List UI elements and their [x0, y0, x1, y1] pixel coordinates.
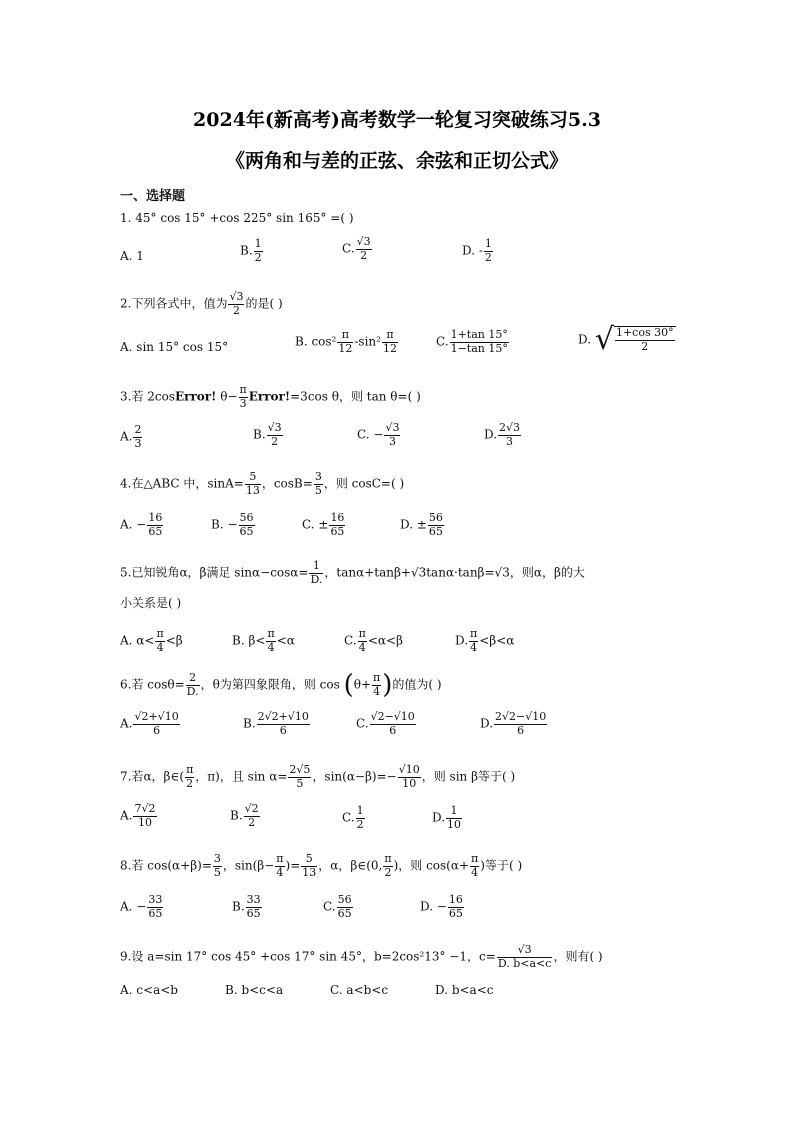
question-7: 7.若α，β∈( $\frac{\pi}{2}$ ，π)，且 sin α= $\frac{2√5}{5}$ ，sin(α−β)=− $\frac{√10}{10}$ ，则 sin β等于( ): [120, 763, 516, 790]
q9-option-c: C. a<b<c: [330, 983, 389, 997]
q3-option-b: B. $\frac{√3}{2}$: [253, 421, 282, 448]
q6-option-a: A. $\frac{√2+√10}{6}$: [120, 710, 179, 737]
q1-option-c: C. $\frac{√3}{2}$: [342, 235, 371, 262]
q3-option-d: D. $\frac{2√3}{3}$: [484, 421, 521, 448]
question-5: 5.已知锐角α，β满足 sinα−cosα= $\frac{1}{D.}$ ，tanα+tanβ+√3tanα·tanβ=√3，则α，β的大: [120, 559, 585, 586]
q1-option-d: D. - $\frac{1}{2}$: [462, 237, 492, 264]
q7-option-a: A. $\frac{7√2}{10}$: [120, 802, 156, 829]
title-line-1: 2024年(新高考)高考数学一轮复习突破练习5.3: [193, 109, 601, 131]
q2-option-a: A. sin 15° cos 15°: [120, 340, 229, 354]
q1-option-b: B. $\frac{1}{2}$: [240, 237, 262, 264]
question-8: 8.若 cos(α+β)= $\frac{3}{5}$ ，sin(β− $\frac{\pi}{4}$ )= $\frac{5}{13}$ ，α，β∈(0, $\frac{\pi}{2}$ )，则 cos(α+ $\frac{\pi}{4}$ )等于( ): [120, 852, 523, 879]
q8-option-b: B. $\frac{33}{65}$: [232, 893, 261, 920]
q8-option-d: D. − $\frac{16}{65}$: [420, 893, 463, 920]
q9-option-d: D. b<a<c: [435, 983, 494, 997]
question-4: 4.在△ABC 中，sinA= $\frac{5}{13}$ ，cosB= $\frac{3}{5}$ ，则 cosC=( ): [120, 470, 405, 497]
q4-option-c: C. ± $\frac{16}{65}$: [302, 511, 345, 538]
q6-option-d: D. $\frac{2√2-√10}{6}$: [480, 710, 547, 737]
q8-option-a: A. − $\frac{33}{65}$: [120, 893, 163, 920]
q9-option-b: B. b<c<a: [225, 983, 284, 997]
q4-option-a: A. − $\frac{16}{65}$: [120, 511, 163, 538]
q3-option-c: C. − $\frac{√3}{3}$: [357, 421, 400, 448]
q5-option-d: D. $\frac{\pi}{4}$ <β<α: [455, 627, 515, 654]
q6-option-c: C. $\frac{√2-√10}{6}$: [356, 710, 415, 737]
question-5-line-2: 小关系是( ): [120, 596, 182, 610]
q1-option-a: A. 1: [120, 249, 144, 263]
q2-option-d: D. √ $\frac{1+\cos 30^\circ}{2}$: [578, 322, 674, 357]
question-2: 2.下列各式中，值为 $\frac{√3}{2}$ 的是( ): [120, 290, 283, 317]
question-1: 1. 45° cos 15° +cos 225° sin 165° =( ): [120, 211, 354, 225]
q3-option-a: A. $\frac{2}{3}$: [120, 423, 142, 450]
q2-option-b: B. cos² $\frac{\pi}{12}$ -sin² $\frac{\pi}{12}$: [295, 328, 397, 355]
q8-option-c: C. $\frac{56}{65}$: [323, 893, 352, 920]
q5-option-c: C. $\frac{\pi}{4}$ <α<β: [344, 627, 403, 654]
q5-option-a: A. α< $\frac{\pi}{4}$ <β: [120, 627, 183, 654]
q7-option-b: B. $\frac{√2}{2}$: [230, 802, 259, 829]
q5-option-b: B. β< $\frac{\pi}{4}$ <α: [232, 627, 295, 654]
question-9: 9.设 a=sin 17° cos 45° +cos 17° sin 45°，b=2cos²13° −1，c= $\frac{√3}{D. b<a<c}$ ，则有( ): [120, 943, 603, 970]
section-heading: 一、选择题: [120, 189, 186, 204]
title-line-2: 《两角和与差的正弦、余弦和正切公式》: [225, 150, 568, 172]
q9-option-a: A. c<a<b: [120, 983, 178, 997]
question-3: 3.若 2cosError! θ− $\frac{\pi}{3}$ Error!=3cos θ，则 tan θ=( ): [120, 383, 421, 410]
q2-option-c: C. $\frac{1+\tan 15^\circ}{1-\tan 15^\circ}$: [436, 328, 508, 355]
question-6: 6.若 cosθ= $\frac{2}{D.}$ ，θ为第四象限角，则 cos (θ+ $\frac{\pi}{4}$ )的值为( ): [120, 670, 442, 701]
q4-option-b: B. − $\frac{56}{65}$: [211, 511, 254, 538]
q6-option-b: B. $\frac{2√2+√10}{6}$: [243, 710, 309, 737]
q7-option-d: D. $\frac{1}{10}$: [432, 804, 462, 831]
q4-option-d: D. ± $\frac{56}{65}$: [400, 511, 443, 538]
q7-option-c: C. $\frac{1}{2}$: [342, 804, 364, 831]
